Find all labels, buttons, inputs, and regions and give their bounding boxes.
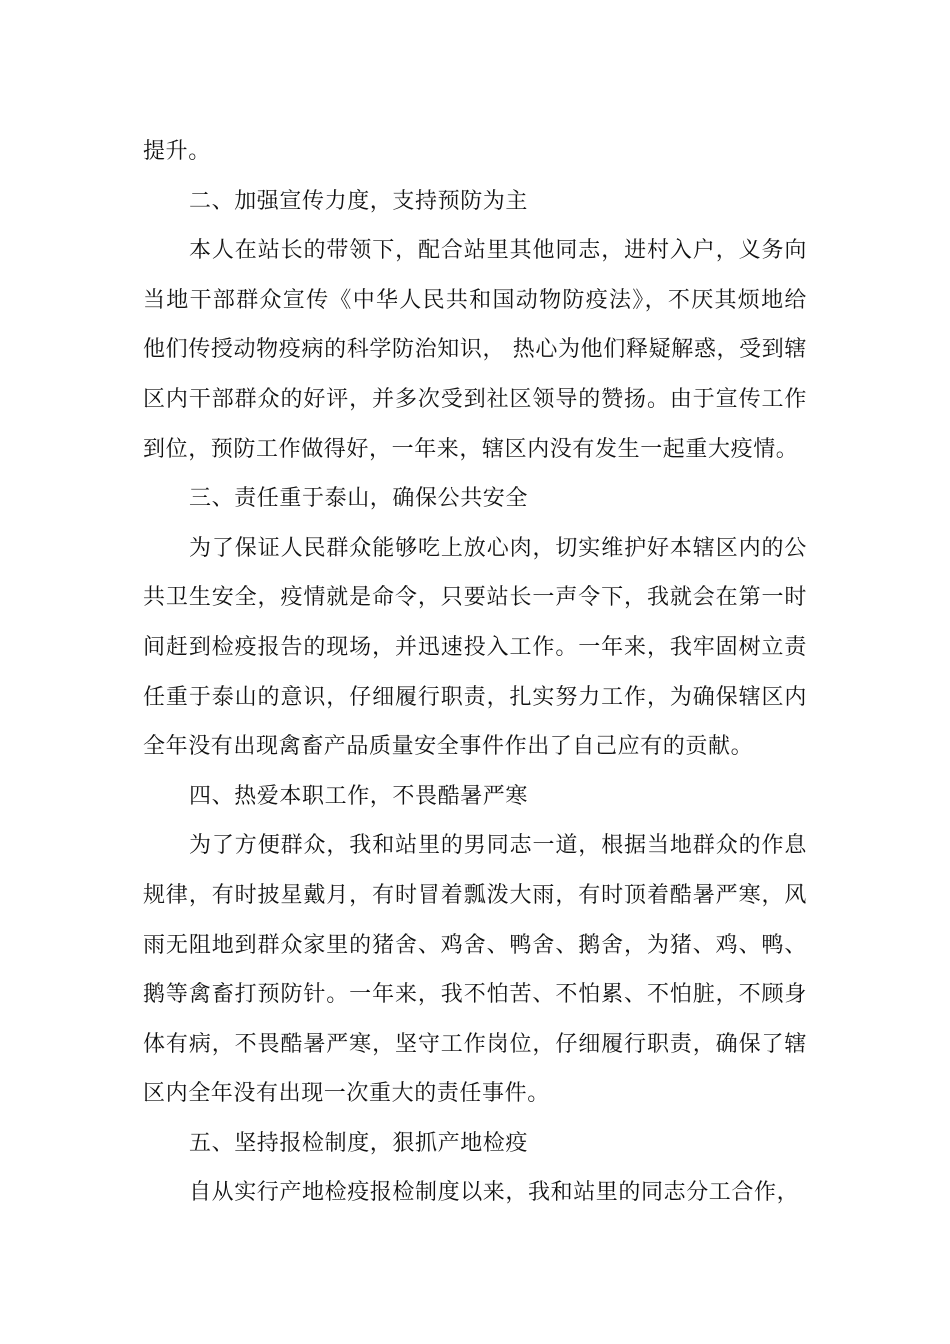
paragraph-continuation: 提升。 <box>143 139 211 164</box>
paragraph-dedication: 为了方便群众，我和站里的男同志一道，根据当地群众的作息规律，有时披星戴月，有时冒着瓢泼大雨，有时顶着酷暑严寒，风雨无阻地到群众家里的猪舍、鸡舍、鸭舍、鹅舍，为猪、鸡、鸭、鹅等禽畜打预防针。一年来，我不怕苦、不怕累、不怕脏，不顾身体有病，不畏酷暑严寒，坚守工作岗位，仔细履行职责，确保了辖区内全年没有出现一次重大的责任事件。 <box>143 833 807 1107</box>
document-body <box>143 127 807 1218</box>
paragraph-public-safety: 为了保证人民群众能够吃上放心肉，切实维护好本辖区内的公共卫生安全，疫情就是命令，只要站长一声令下，我就会在第一时间赶到检疫报告的现场，并迅速投入工作。一年来，我牢固树立责任重于泰山的意识，仔细履行职责，扎实努力工作，为确保辖区内全年没有出现禽畜产品质量安全事件作出了自己应有的贡献。 <box>143 535 807 760</box>
section-heading-2: 二、加强宣传力度，支持预防为主 <box>189 188 529 214</box>
paragraph-inspection: 自从实行产地检疫报检制度以来，我和站里的同志分工合作， <box>189 1180 800 1206</box>
section-heading-3: 三、责任重于泰山，确保公共安全 <box>189 486 529 512</box>
paragraph-publicity: 本人在站长的带领下，配合站里其他同志，进村入户，义务向当地干部群众宣传《中华人民共和国动物防疫法》，不厌其烦地给他们传授动物疫病的科学防治知识， 热心为他们释疑解惑，受到辖区内干部群众的好评，并多次受到社区领导的赞扬。由于宣传工作到位，预防工作做得好，一年来，辖区内没有发生一起重大疫情。 <box>143 238 807 462</box>
section-heading-4: 四、热爱本职工作，不畏酷暑严寒 <box>189 783 529 809</box>
section-heading-5: 五、坚持报检制度，狠抓产地检疫 <box>189 1130 529 1156</box>
